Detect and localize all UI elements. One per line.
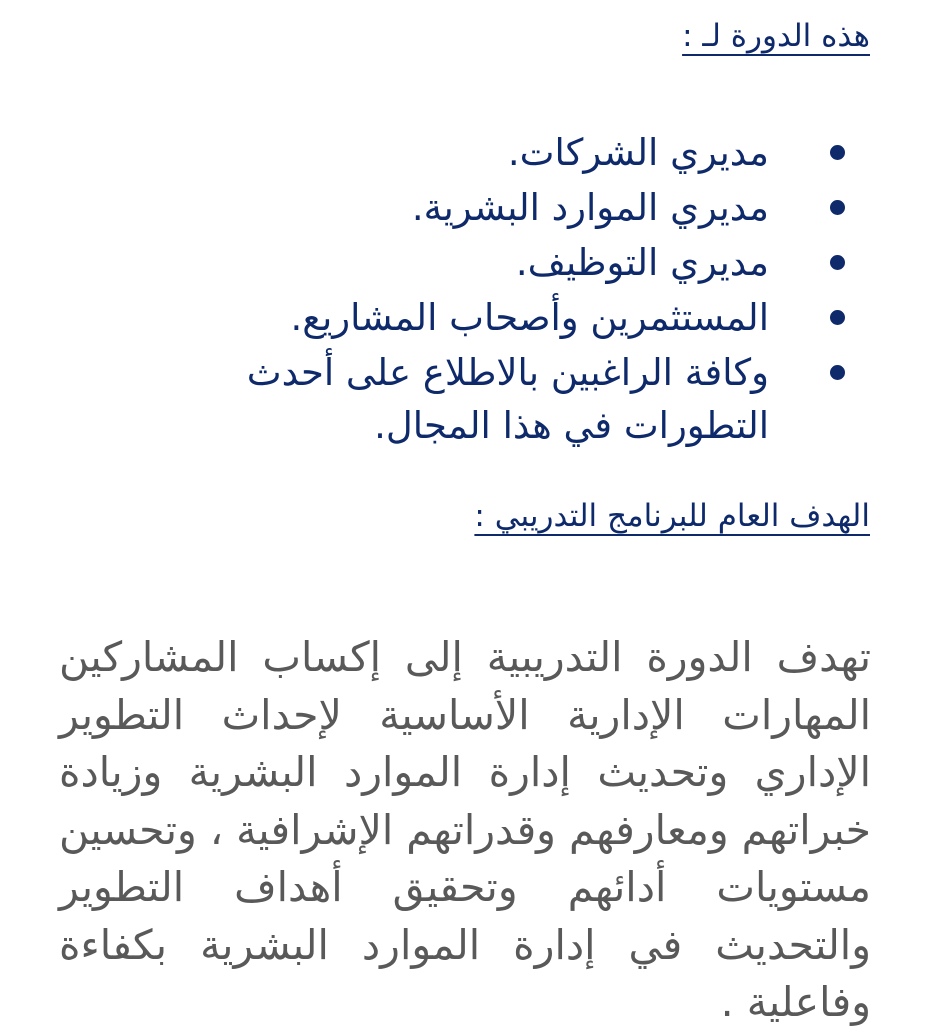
audience-item	[165, 236, 845, 289]
audience-item	[165, 346, 845, 452]
bullet-icon	[830, 255, 845, 270]
goal-heading: الهدف العام للبرنامج التدريبي :	[474, 498, 870, 534]
audience-item-text: مديري الشركات.	[507, 131, 769, 174]
audience-list	[165, 126, 845, 454]
bullet-icon	[830, 310, 845, 325]
audience-item-text: مديري التوظيف.	[515, 241, 769, 284]
bullet-icon	[830, 200, 845, 215]
audience-item-text: المستثمرين وأصحاب المشاريع.	[290, 296, 769, 339]
audience-item-text: وكافة الراغبين بالاطلاع على أحدث التطورات في هذا المجال.	[246, 351, 769, 447]
goal-paragraph: تهدف الدورة التدريبية إلى إكساب المشاركين المهارات الإدارية الأساسية لإحداث التطوير الإداري وتحديث إدارة الموارد البشرية وزيادة خبراتهم ومعارفهم وقدراتهم الإشرافية ، وتحسين مستويات أدائهم وتحقيق أهداف التطوير والتحديث في إدارة الموارد البشرية بكفاءة وفاعلية .	[59, 633, 871, 1026]
audience-item	[165, 126, 845, 179]
audience-item	[165, 291, 845, 344]
audience-item	[165, 181, 845, 234]
audience-heading: هذه الدورة لـ :	[682, 18, 870, 54]
bullet-icon	[830, 145, 845, 160]
bullet-icon	[830, 365, 845, 380]
audience-item-text: مديري الموارد البشرية.	[411, 186, 769, 229]
